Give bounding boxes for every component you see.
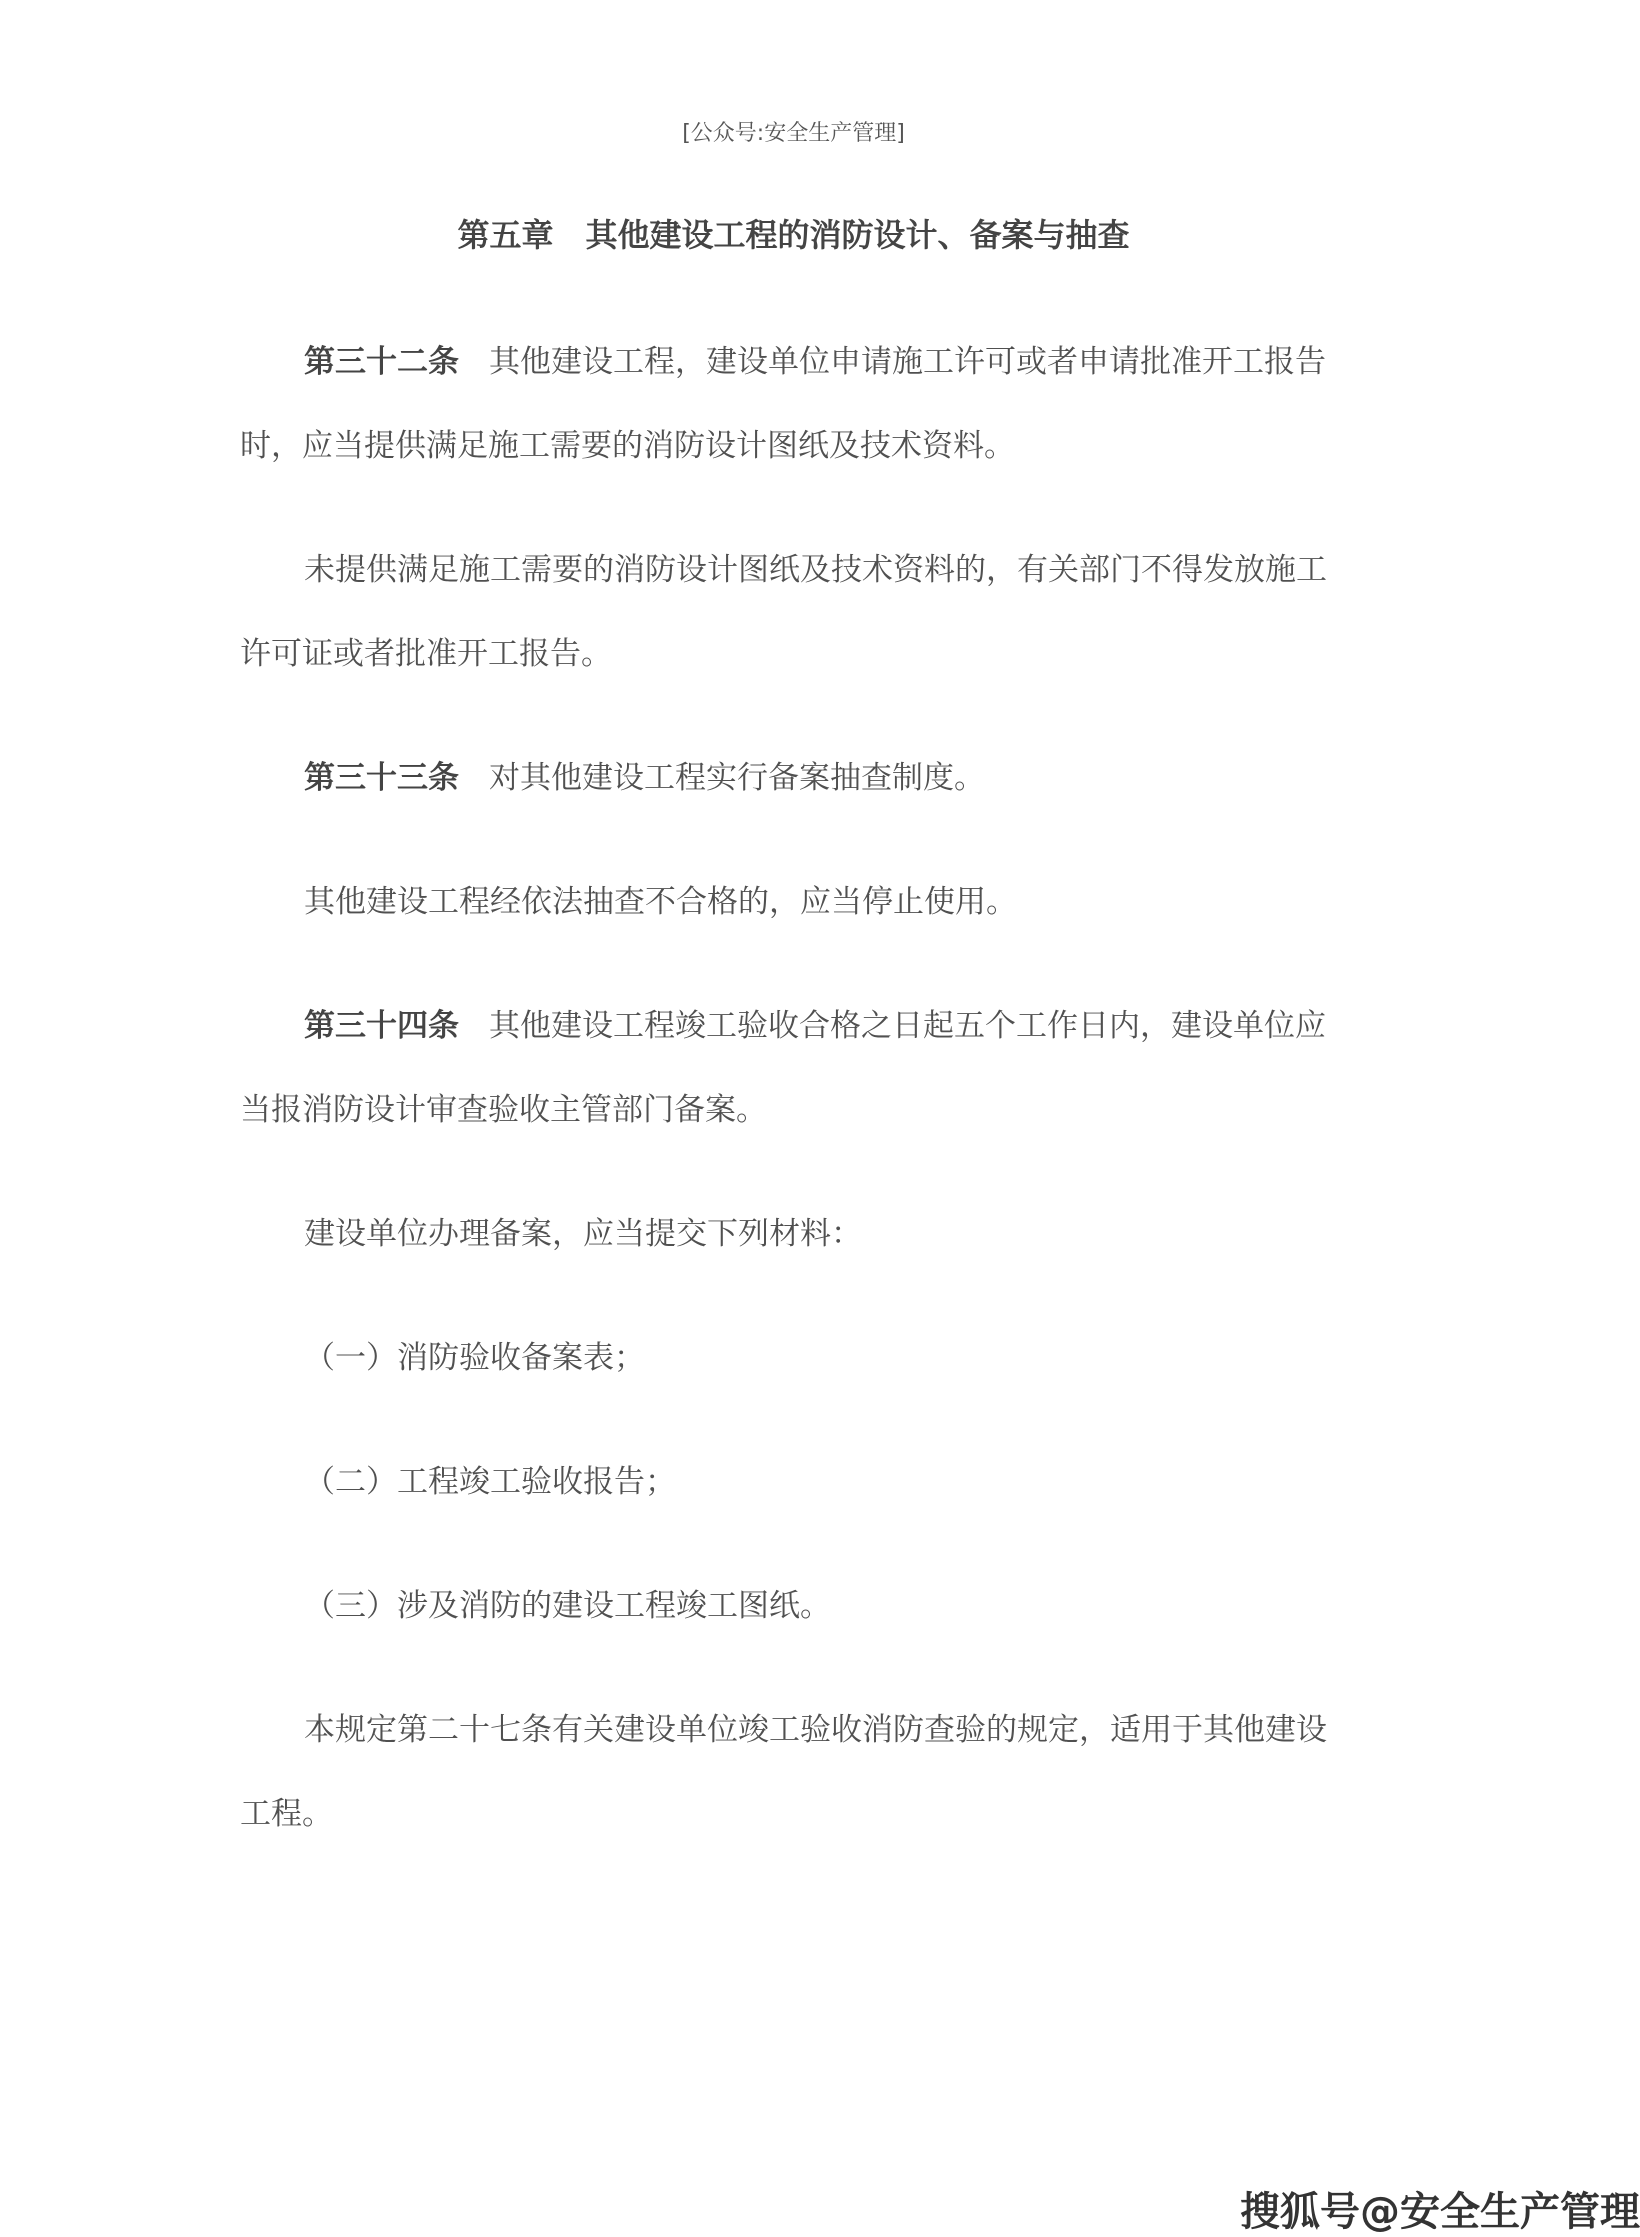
- paragraph-text: 本规定第二十七条有关建设单位竣工验收消防查验的规定，适用于其他建设工程。: [240, 1712, 1327, 1832]
- paragraph: [240, 1192, 1350, 1276]
- list-item-text: （三）涉及消防的建设工程竣工图纸。: [304, 1588, 831, 1624]
- paragraph-text: 其他建设工程经依法抽查不合格的，应当停止使用。: [304, 884, 1017, 920]
- list-item: [240, 1316, 1350, 1400]
- chapter-title: 第五章 其他建设工程的消防设计、备案与抽查: [457, 216, 1130, 254]
- paragraph: [240, 1688, 1350, 1856]
- article-label: 第三十三条: [304, 760, 459, 796]
- paragraph-text: 建设单位办理备案，应当提交下列材料：: [304, 1216, 862, 1252]
- paragraph-text: 对其他建设工程实行备案抽查制度。: [489, 760, 985, 796]
- article-label: 第三十四条: [304, 1008, 459, 1044]
- list-item: [240, 1440, 1350, 1524]
- header-note: [公众号:安全生产管理]: [682, 121, 905, 146]
- paragraph-text: 其他建设工程竣工验收合格之日起五个工作日内，建设单位应当报消防设计审查验收主管部门备案。: [240, 1008, 1326, 1128]
- paragraph-text: 未提供满足施工需要的消防设计图纸及技术资料的，有关部门不得发放施工许可证或者批准开工报告。: [240, 552, 1327, 672]
- article-label: 第三十二条: [304, 344, 459, 380]
- paragraph-text: 其他建设工程，建设单位申请施工许可或者申请批准开工报告时，应当提供满足施工需要的消防设计图纸及技术资料。: [240, 344, 1326, 464]
- list-item-text: （二）工程竣工验收报告；: [304, 1464, 676, 1500]
- paragraph-article-32: [240, 320, 1350, 488]
- watermark: 搜狐号@安全生产管理: [1240, 2189, 1640, 2235]
- paragraph: [240, 528, 1350, 696]
- list-item-text: （一）消防验收备案表；: [304, 1340, 645, 1376]
- list-item: [240, 1564, 1350, 1648]
- document-body: [240, 320, 1350, 1896]
- paragraph-article-33: [240, 736, 1350, 820]
- paragraph-article-34: [240, 984, 1350, 1152]
- paragraph: [240, 860, 1350, 944]
